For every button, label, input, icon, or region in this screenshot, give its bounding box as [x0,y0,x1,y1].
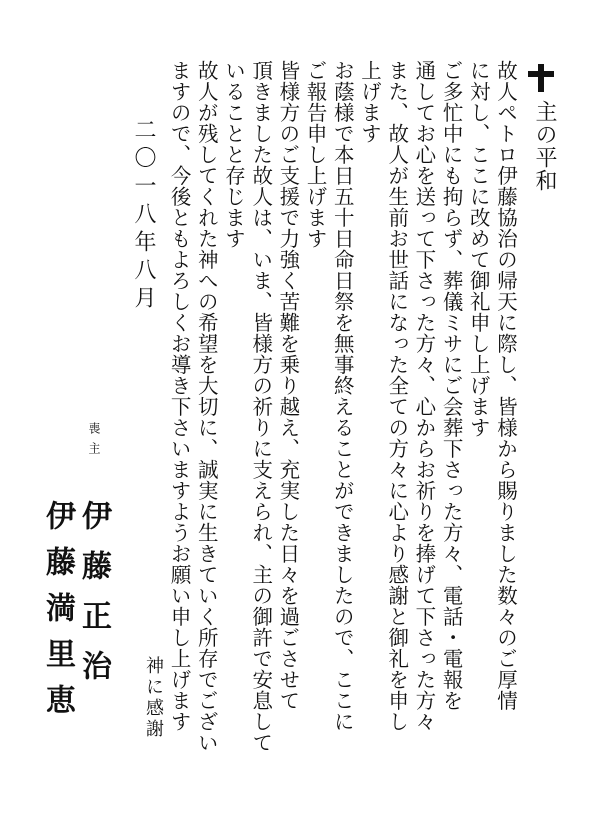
body-line: ますので、今後ともよろしくお導き下さいますようお願い申し上げます [167,60,192,732]
body-line: 頂きました故人は、いま、皆様方の祈りに支えられ、主の御許で安息して [248,60,273,753]
letter-date: 二〇一八年八月 [131,118,156,314]
signature-name-2 [40,500,75,730]
cross-icon [528,64,554,92]
body-line: お蔭様で本日五十日命日祭を無事終えることができましたので、ここに [330,60,355,732]
body-line: いることと存じます [221,60,246,249]
closing-phrase: 神に感謝 [143,656,164,740]
body-line: ご多忙中にも拘らず、葬儀ミサにご会葬下さった方々、電話・電報を [439,60,464,711]
letter-title: 主の平和 [532,100,557,192]
body-line: 故人ペトロ伊藤協治の帰天に際し、皆様から賜りました数々のご厚情 [493,60,518,711]
signature-name-2-given: 満里恵 [40,592,75,730]
body-line: 上げます [357,60,382,144]
body-line: 故人が残してくれた神への希望を大切に、誠実に生きていく所存でござい [194,60,219,753]
signature-role: 喪主 [87,422,101,462]
signature-name-1-given: 正治 [76,600,111,700]
body-line: また、故人が生前お世話になった全ての方々に心より感謝と御礼を申し [384,60,409,732]
signature-name-2-family: 伊藤 [40,500,75,592]
body-line: に対し、ここに改めて御礼申し上げます [466,60,491,438]
signature-name-1-family: 伊藤 [76,500,111,600]
body-line: ご報告申し上げます [303,60,328,249]
body-line: 皆様方のご支援で力強く苦難を乗り越え、充実した日々を過ごさせて [275,60,300,711]
signature-name-1 [76,500,111,700]
body-line: 通してお心を送って下さった方々、心からお祈りを捧げて下さった方々 [411,60,436,732]
